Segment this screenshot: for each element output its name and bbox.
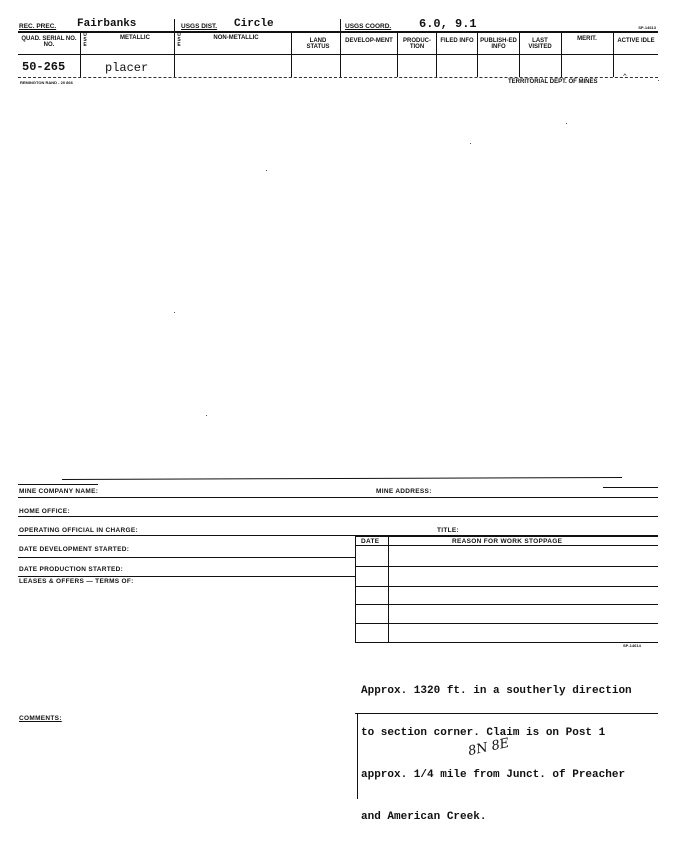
usgs-coord-label: USGS COORD. [345,23,392,30]
operating-official-label: OPERATING OFFICIAL IN CHARGE: [19,527,138,534]
active-check-mark: ‸ [623,64,627,76]
stoppage-reason-header: REASON FOR WORK STOPPAGE [452,538,563,545]
col-land-status: LAND STATUS [306,38,330,50]
comments-label: COMMENTS: [19,715,62,722]
form-code-top: SP-14613 [638,25,656,30]
printer-mark: REMINGTON RAND - 20 866 [20,80,73,85]
date-production-label: DATE PRODUCTION STARTED: [19,566,124,573]
rec-prec-label: REC. PREC. [19,23,57,30]
home-office-label: HOME OFFICE: [19,508,70,515]
rec-prec-value: Fairbanks [77,18,137,30]
usgs-coord-value: 6.0, 9.1 [419,17,477,31]
usgs-dist-field [179,19,339,31]
record-serial: 50-265 [22,60,66,74]
note-line-3: approx. 1/4 mile from Junct. of Preacher [361,769,626,781]
mine-address-label: MINE ADDRESS: [376,488,432,495]
note-line-4: and American Creek. [361,811,487,823]
col-last-visited: LAST VISITED [528,38,552,50]
note-line-2: to section corner. Claim is on Post 1 [361,727,606,739]
note-line-1: Approx. 1320 ft. in a southerly direction [361,685,632,697]
col-development: DEVELOP-MENT [345,38,393,44]
title-label: TITLE: [437,527,460,534]
col-published-info: PUBLISH-ED INFO [480,38,517,50]
col-non-metallic: NON-METALLIC [213,35,259,41]
department-name: TERRITORIAL DEPT. OF MINES [508,79,598,85]
col-active-idle: ACTIVE IDLE [617,38,655,44]
mine-company-name-label: MINE COMPANY NAME: [19,488,99,495]
date-development-label: DATE DEVELOPMENT STARTED: [19,546,130,553]
usgs-dist-label: USGS DIST. [181,23,218,30]
col-merit: MERIT. [577,36,597,42]
rec-prec-field [19,19,174,31]
col-filed-info: FILED INFO [440,38,474,44]
col-production: PRODUC-TION [403,38,431,50]
col-quad-serial: QUAD. SERIAL NO. NO. [21,36,77,48]
col-metallic: METALLIC [120,35,150,41]
form-code-bottom: SP-14614 [623,643,641,648]
col-use-2: USE [177,32,181,48]
handwritten-township-range: 8N 8E [466,735,511,760]
leases-label: LEASES & OFFERS — TERMS OF: [19,578,134,585]
stoppage-date-header: DATE [361,538,380,545]
location-note [361,656,632,852]
usgs-coord-field [343,19,658,31]
usgs-dist-value: Circle [234,18,274,30]
record-metallic: placer [105,61,149,75]
col-use-1: USE [83,32,87,48]
